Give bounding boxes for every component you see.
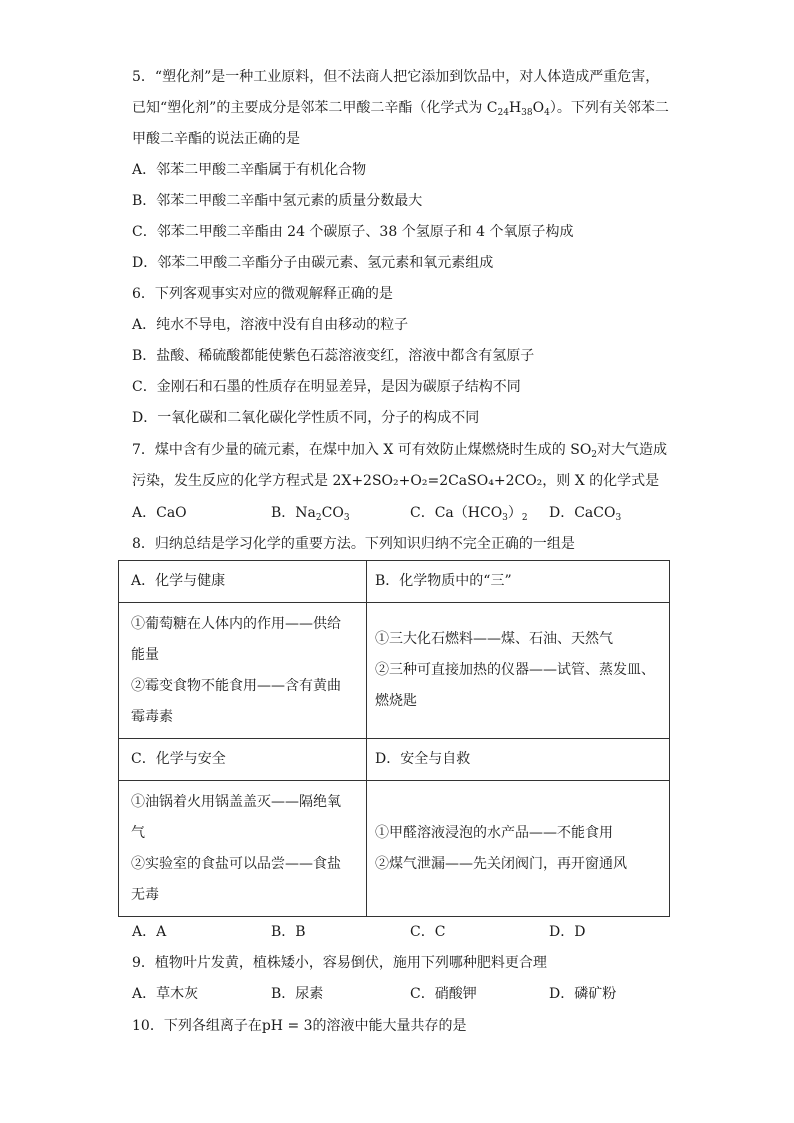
q5-stem-line2: 已知“塑化剂”的主要成分是邻苯二甲酸二辛酯（化学式为 $C_{24}H_{38}O_4$）。下列有关邻苯二: [132, 100, 669, 118]
q9-option-b: B．尿素: [271, 986, 324, 1002]
q9-stem: 9．植物叶片发黄，植株矮小，容易倒伏，施用下列哪种肥料更合理: [132, 955, 547, 971]
q8-option-b: B．B: [271, 924, 306, 940]
q9-option-a: A．草木灰: [132, 986, 199, 1002]
q8-stem: 8．归纳总结是学习化学的重要方法。下列知识归纳不完全正确的一组是: [132, 536, 575, 552]
q8-knowledge-table: [118, 560, 670, 917]
q8-option-d: D．D: [549, 924, 586, 940]
cell-a-title: A．化学与健康: [119, 561, 367, 603]
cell-a-content: ①葡萄糖在人体内的作用——供给 能量 ②霉变食物不能食用——含有黄曲 霉毒素: [119, 603, 367, 739]
q5-option-c: C．邻苯二甲酸二辛酯由 24 个碳原子、38 个氢原子和 4 个氧原子构成: [132, 224, 574, 240]
ph-expression: pH = 3: [261, 1018, 313, 1034]
q7-option-a: A．CaO: [132, 505, 187, 521]
q9-option-d: D．磷矿粉: [549, 986, 617, 1002]
table-row: [119, 781, 670, 917]
table-row: [119, 561, 670, 603]
table-row: [119, 603, 670, 739]
cell-b-title: B．化学物质中的“三”: [367, 561, 670, 603]
cell-b-content: ①三大化石燃料——煤、石油、天然气 ②三种可直接加热的仪器——试管、蒸发皿、 燃烧匙: [367, 603, 670, 739]
cell-c-content: ①油锅着火用锅盖盖灭——隔绝氧 气 ②实验室的食盐可以品尝——食盐 无毒: [119, 781, 367, 917]
q7-option-b: B．$Na_2CO_3$: [271, 505, 350, 523]
q5-option-b: B．邻苯二甲酸二辛酯中氢元素的质量分数最大: [132, 193, 423, 209]
q10-stem: 10．下列各组离子在pH = 3的溶液中能大量共存的是: [132, 1018, 467, 1034]
table-row: [119, 739, 670, 781]
q5-stem-line1: 5．“塑化剂”是一种工业原料，但不法商人把它添加到饮品中，对人体造成严重危害，: [132, 69, 660, 85]
q6-option-a: A．纯水不导电，溶液中没有自由移动的粒子: [132, 317, 409, 333]
cell-d-content: ①甲醛溶液浸泡的水产品——不能食用 ②煤气泄漏——先关闭阀门，再开窗通风: [367, 781, 670, 917]
q6-stem: 6．下列客观事实对应的微观解释正确的是: [132, 286, 393, 302]
q8-option-c: C．C: [410, 924, 446, 940]
q5-stem-line3: 甲酸二辛酯的说法正确的是: [132, 131, 300, 147]
q6-option-b: B．盐酸、稀硫酸都能使紫色石蕊溶液变红，溶液中都含有氢原子: [132, 348, 535, 364]
q6-option-c: C．金刚石和石墨的性质存在明显差异，是因为碳原子结构不同: [132, 379, 521, 395]
cell-c-title: C．化学与安全: [119, 739, 367, 781]
q7-option-c: C．$Ca(HCO_3)_2$: [410, 505, 528, 523]
cell-d-title: D．安全与自救: [367, 739, 670, 781]
q7-stem-line1: 7．煤中含有少量的硫元素，在煤中加入 X 可有效防止煤燃烧时生成的 $SO_2$对大气造成: [132, 442, 668, 460]
q6-option-d: D．一氧化碳和二氧化碳化学性质不同，分子的构成不同: [132, 410, 480, 426]
q7-stem-line2: 污染，发生反应的化学方程式是 2X+2SO₂+O₂=2CaSO₄+2CO₂，则 X 的化学式是: [132, 473, 660, 489]
q8-option-a: A．A: [132, 924, 167, 940]
q9-option-c: C．硝酸钾: [410, 986, 477, 1002]
q5-option-d: D．邻苯二甲酸二辛酯分子由碳元素、氢元素和氧元素组成: [132, 255, 494, 271]
q7-option-d: D．CaCO$_3$: [549, 505, 622, 523]
q5-option-a: A．邻苯二甲酸二辛酯属于有机化合物: [132, 162, 367, 178]
